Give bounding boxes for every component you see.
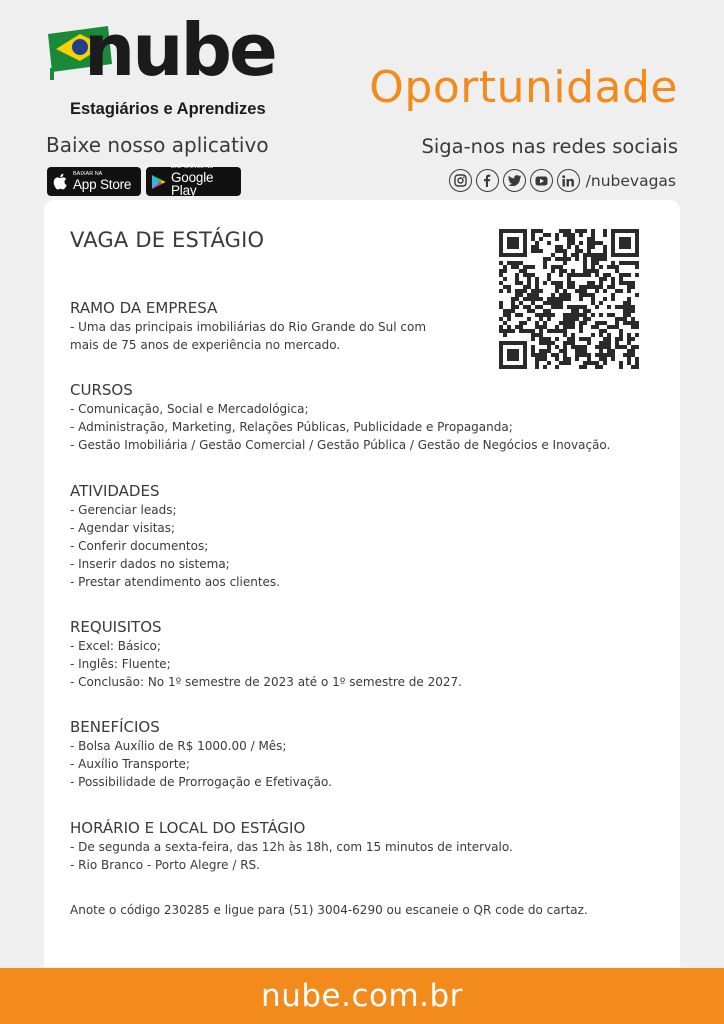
qr-code-icon[interactable]	[499, 229, 639, 369]
section-atividades	[70, 481, 280, 591]
section-line: - Rio Branco - Porto Alegre / RS.	[70, 858, 260, 872]
google-play-icon	[151, 173, 166, 191]
section-line: - Administração, Marketing, Relações Públicas, Publicidade e Propaganda;	[70, 420, 513, 434]
section-line: - Auxílio Transporte;	[70, 757, 190, 771]
facebook-icon[interactable]	[476, 169, 499, 192]
app-store-button[interactable]	[47, 167, 141, 196]
section-line: - Bolsa Auxílio de R$ 1000.00 / Mês;	[70, 739, 287, 753]
google-play-button[interactable]	[146, 164, 241, 199]
section-line: - De segunda a sexta-feira, das 12h às 18h, com 15 minutos de intervalo.	[70, 840, 513, 854]
website-link[interactable]: nube.com.br	[261, 978, 463, 1014]
section-line: - Excel: Básico;	[70, 639, 161, 653]
section-heading: REQUISITOS	[70, 618, 162, 636]
headline: Oportunidade	[369, 62, 678, 113]
section-line: - Agendar visitas;	[70, 521, 176, 535]
social-handle[interactable]: /nubevagas	[585, 171, 676, 190]
section-heading: ATIVIDADES	[70, 482, 160, 500]
logo-subtitle: Estagiários e Aprendizes	[70, 100, 266, 118]
section-line: - Conferir documentos;	[70, 539, 209, 553]
section-line: - Prestar atendimento aos clientes.	[70, 575, 280, 589]
social-links	[449, 169, 676, 192]
section-line: - Gestão Imobiliária / Gestão Comercial / Gestão Pública / Gestão de Negócios e Inovação.	[70, 438, 611, 452]
section-heading: CURSOS	[70, 381, 133, 399]
section-requisitos	[70, 617, 462, 691]
section-heading: RAMO DA EMPRESA	[70, 299, 218, 317]
section-line: - Uma das principais imobiliárias do Rio Grande do Sul com	[70, 320, 427, 334]
section-line: - Comunicação, Social e Mercadológica;	[70, 402, 309, 416]
google-play-small-text: DISPONÍVEL NO	[171, 164, 214, 171]
youtube-icon[interactable]	[530, 169, 553, 192]
instagram-icon[interactable]	[449, 169, 472, 192]
nube-logo	[44, 8, 275, 124]
section-line: - Gerenciar leads;	[70, 503, 177, 517]
app-download-label: Baixe nosso aplicativo	[46, 133, 269, 157]
twitter-icon[interactable]	[503, 169, 526, 192]
logo-wordmark: nube	[84, 8, 275, 92]
google-play-big-text: Google Play	[171, 169, 214, 199]
social-label: Siga-nos nas redes sociais	[421, 135, 678, 158]
app-store-big-text: App Store	[73, 176, 132, 192]
linkedin-icon[interactable]	[557, 169, 580, 192]
app-store-small-text: BAIXAR NA	[73, 171, 103, 177]
section-cursos	[70, 380, 610, 454]
section-ramo	[70, 298, 426, 354]
section-line: - Conclusão: No 1º semestre de 2023 até o 1º semestre de 2027.	[70, 675, 462, 689]
section-heading: BENEFÍCIOS	[70, 718, 160, 736]
section-line: mais de 75 anos de experiência no mercado.	[70, 338, 341, 352]
apple-icon	[52, 173, 68, 191]
job-card	[44, 200, 680, 980]
job-title: VAGA DE ESTÁGIO	[70, 228, 265, 252]
contact-note: Anote o código 230285 e ligue para (51) 3004-6290 ou escaneie o QR code do cartaz.	[70, 903, 588, 917]
section-line: - Inglês: Fluente;	[70, 657, 171, 671]
section-horario-local	[70, 818, 513, 874]
section-line: - Possibilidade de Prorrogação e Efetivação.	[70, 775, 332, 789]
footer-bar	[0, 968, 724, 1024]
section-heading: HORÁRIO E LOCAL DO ESTÁGIO	[70, 819, 306, 837]
section-beneficios	[70, 717, 332, 791]
section-line: - Inserir dados no sistema;	[70, 557, 230, 571]
